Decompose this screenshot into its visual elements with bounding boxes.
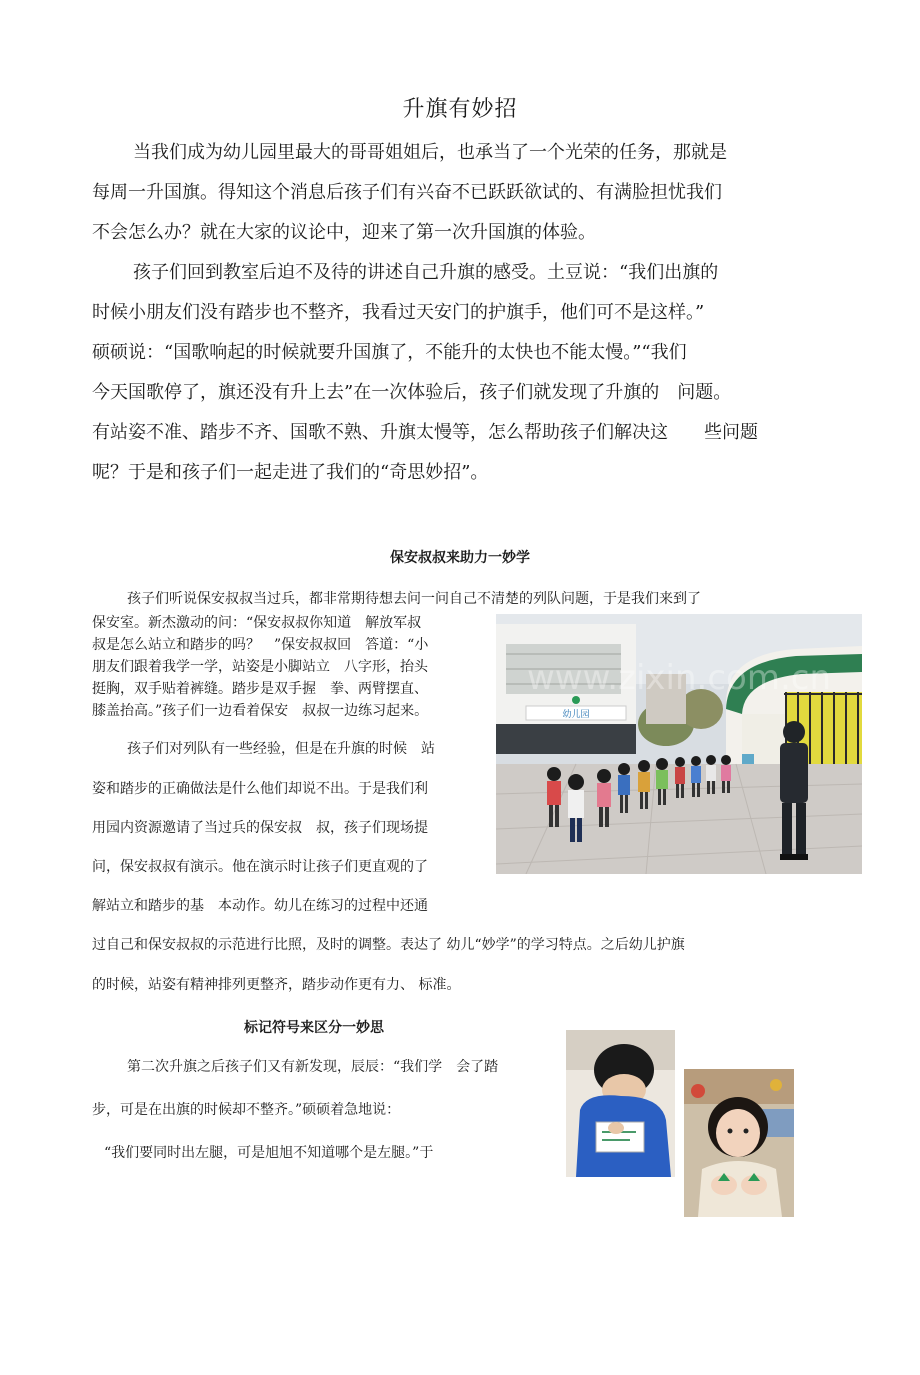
intro-line: 当我们成为幼儿园里最大的哥哥姐姐后，也承当了一个光荣的任务，那就是 <box>133 142 727 163</box>
body-line: 孩子们听说保安叔叔当过兵，都非常期待想去问一问自己不清楚的列队问题，于是我们来到了 <box>127 591 701 607</box>
body-line: 过自己和保安叔叔的示范进行比照，及时的调整。表达了 幼儿“妙学”的学习特点。之后幼儿护旗 <box>92 937 685 953</box>
body-line: 第二次升旗之后孩子们又有新发现，辰辰：“我们学 会了踏 <box>127 1059 499 1075</box>
intro-line: 今天国歌停了，旗还没有升上去”在一次体验后，孩子们就发现了升旗的 问题。 <box>92 382 732 403</box>
photo-girl-showing-hands <box>684 1069 794 1217</box>
section-heading: 标记符号来区分一妙思 <box>244 1020 384 1036</box>
body-line: 解站立和踏步的基 本动作。幼儿在练习的过程中还通 <box>92 898 428 914</box>
body-line: 膝盖抬高。”孩子们一边看着保安 叔叔一边练习起来。 <box>92 703 429 719</box>
photo-guard-with-children <box>496 614 862 874</box>
body-line: 挺胸，双手贴着裤缝。踏步是双手握 拳、两臂摆直、 <box>92 681 428 697</box>
body-line: 姿和踏步的正确做法是什么他们却说不出。于是我们利 <box>92 781 428 797</box>
section-heading: 保安叔叔来助力一妙学 <box>390 550 530 566</box>
intro-line: 时候小朋友们没有踏步也不整齐，我看过天安门的护旗手，他们可不是这样。” <box>92 302 705 323</box>
body-line: 朋友们跟着我学一学，站姿是小脚站立 八字形，抬头 <box>92 659 428 675</box>
kindergarten-sign: 幼儿园 <box>562 710 590 720</box>
body-line: 孩子们对列队有一些经验，但是在升旗的时候 站 <box>127 741 435 757</box>
body-line: “我们要同时出左腿，可是旭旭不知道哪个是左腿。”于 <box>104 1145 434 1161</box>
watermark: www.zixin.com.cn <box>527 658 831 698</box>
page-title: 升旗有妙招 <box>402 97 518 122</box>
body-line: 的时候，站姿有精神排列更整齐，踏步动作更有力、 标准。 <box>92 977 461 993</box>
photo-boy-writing <box>566 1030 675 1177</box>
intro-line: 每周一升国旗。得知这个消息后孩子们有兴奋不已跃跃欲试的、有满脸担忧我们 <box>92 182 722 203</box>
body-line: 叔是怎么站立和踏步的吗？ ”保安叔叔回 答道：“小 <box>92 637 429 653</box>
body-line: 问，保安叔叔有演示。他在演示时让孩子们更直观的了 <box>92 859 428 875</box>
body-line: 用园内资源邀请了当过兵的保安叔 叔，孩子们现场提 <box>92 820 428 836</box>
body-line: 步，可是在出旗的时候却不整齐。”硕硕着急地说： <box>92 1102 401 1118</box>
body-line: 保安室。新杰激动的问：“保安叔叔你知道 解放军叔 <box>92 615 422 631</box>
intro-line: 呢？于是和孩子们一起走进了我们的“奇思妙招”。 <box>92 462 489 483</box>
intro-line: 有站姿不准、踏步不齐、国歌不熟、升旗太慢等，怎么帮助孩子们解决这 些问题 <box>92 422 758 443</box>
intro-line: 孩子们回到教室后迫不及待的讲述自己升旗的感受。土豆说：“我们出旗的 <box>133 262 719 283</box>
intro-line: 不会怎么办？就在大家的议论中，迎来了第一次升国旗的体验。 <box>92 222 596 243</box>
intro-line: 硕硕说：“国歌响起的时候就要升国旗了，不能升的太快也不能太慢。”“我们 <box>92 342 687 363</box>
